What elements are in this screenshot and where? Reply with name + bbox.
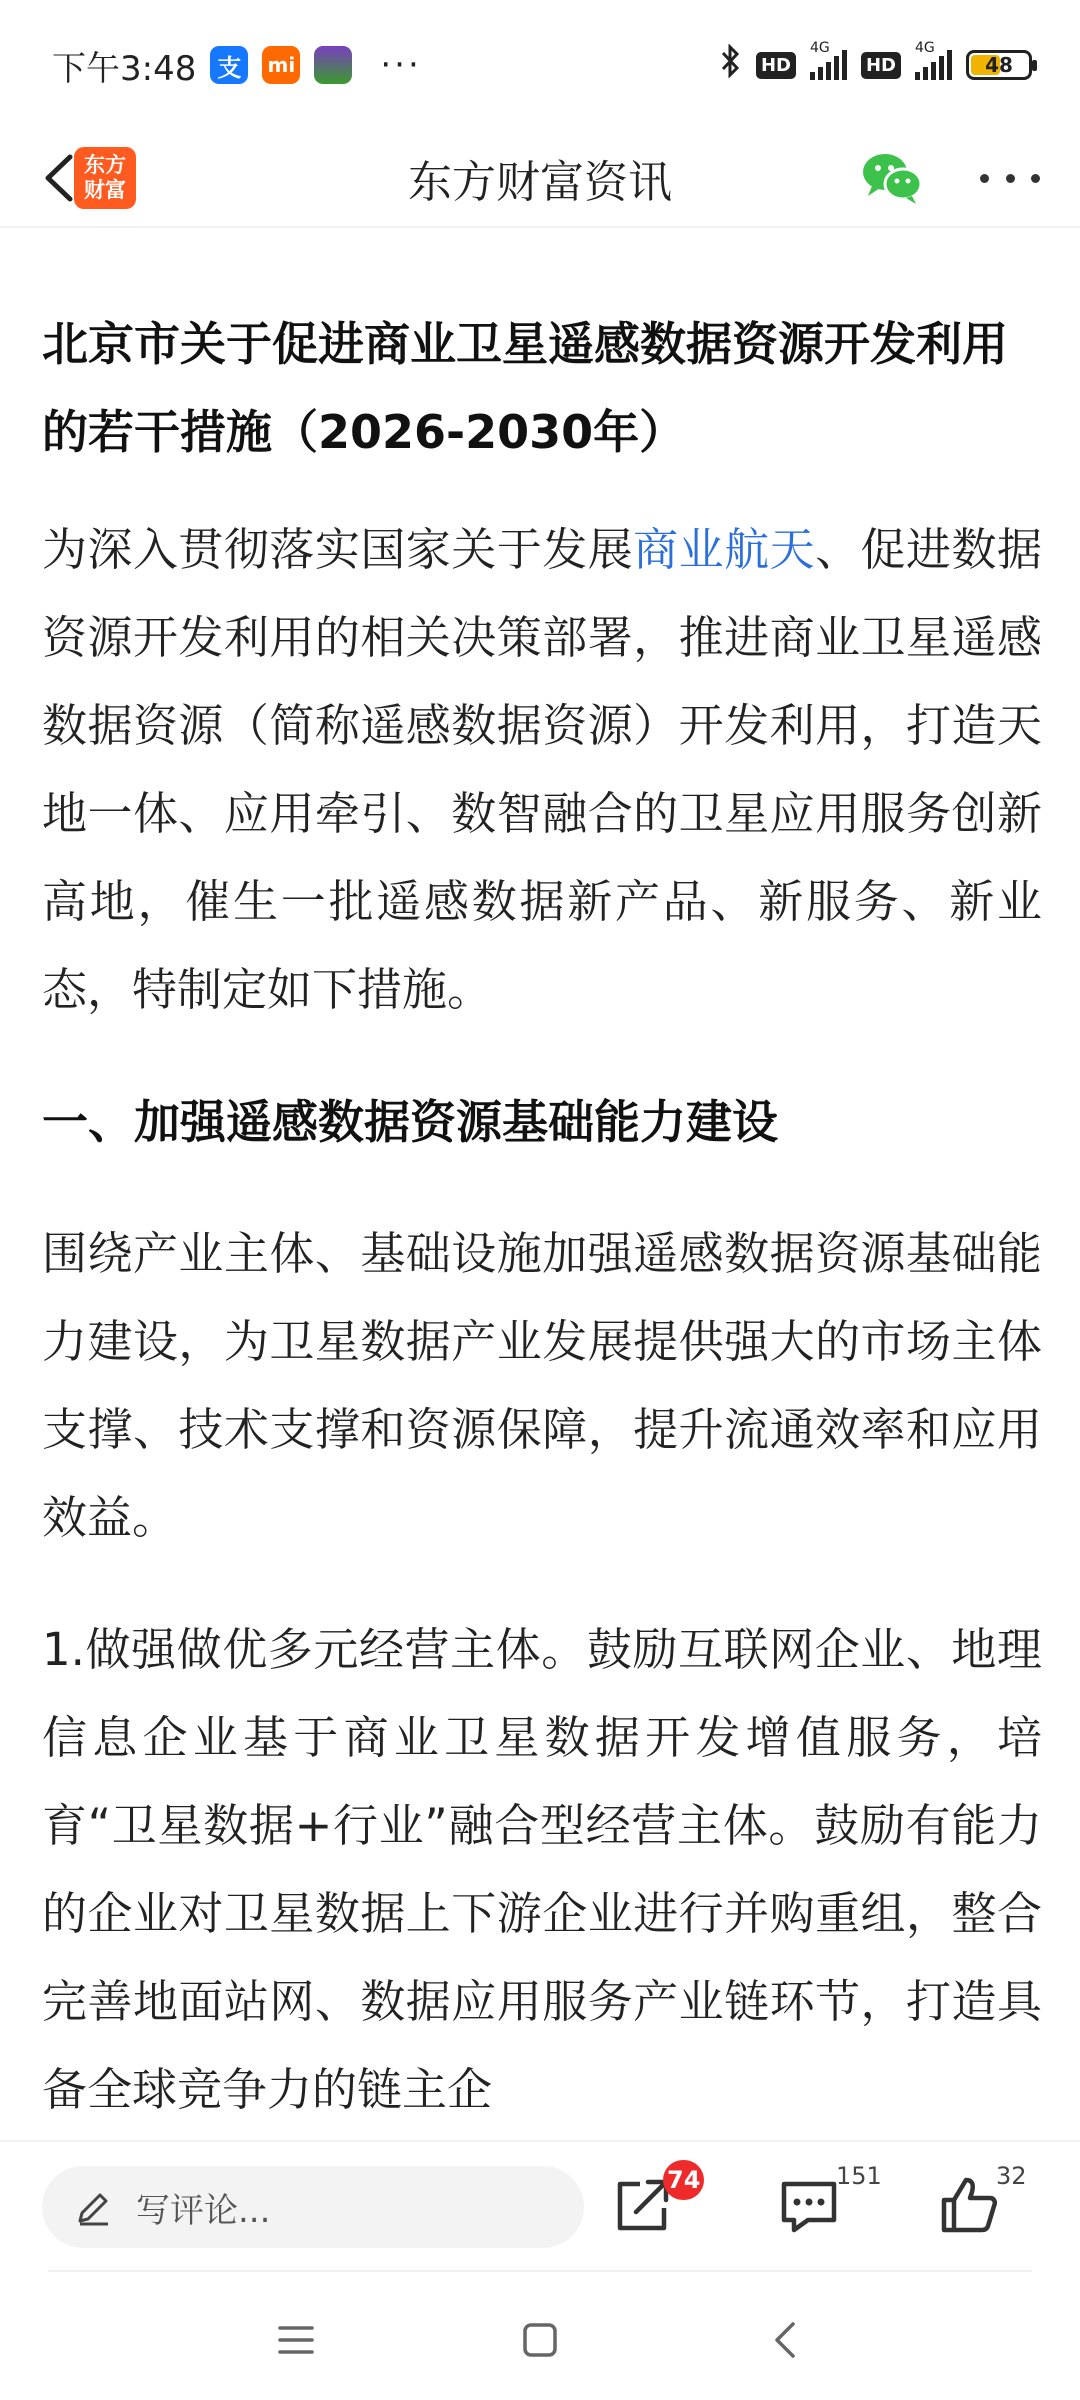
intro-text-2: 、促进数据资源开发利用的相关决策部署，推进商业卫星遥感数据资源（简称遥感数据资源）开发利用，打造天地一体、应用牵引、数智融合的卫星应用服务创新高地，催生一批遥感数据新产品、新服务、新业态，特制定如下措施。 bbox=[42, 523, 1042, 1016]
chevron-left-icon bbox=[40, 153, 76, 203]
like-count: 32 bbox=[996, 2162, 1027, 2190]
wechat-share-icon[interactable] bbox=[860, 148, 924, 208]
article-body bbox=[42, 300, 1042, 2178]
bottom-action-bar bbox=[0, 2140, 1080, 2270]
app-header bbox=[0, 130, 1080, 226]
like-button[interactable] bbox=[938, 2174, 1000, 2236]
comment-icon bbox=[778, 2174, 840, 2236]
comment-input[interactable] bbox=[42, 2166, 584, 2248]
share-count-badge: 74 bbox=[663, 2160, 704, 2200]
section-heading: 一、加强遥感数据资源基础能力建设 bbox=[42, 1095, 778, 1149]
more-dot-icon bbox=[1006, 174, 1015, 183]
comments-button[interactable] bbox=[778, 2174, 840, 2236]
home-icon[interactable] bbox=[520, 2320, 560, 2360]
thumbs-up-icon bbox=[938, 2174, 1000, 2236]
network-type-label: 4G bbox=[809, 40, 830, 56]
article-title: 北京市关于促进商业卫星遥感数据资源开发利用的若干措施（2026-2030年） bbox=[42, 317, 1008, 459]
nav-divider bbox=[48, 2270, 1032, 2272]
signal-icon-2 bbox=[915, 40, 952, 80]
brand-logo[interactable] bbox=[74, 147, 136, 209]
more-options-button[interactable] bbox=[980, 160, 1040, 196]
comment-placeholder: 写评论... bbox=[136, 2190, 271, 2231]
header-divider bbox=[0, 226, 1080, 228]
status-time: 下午3:48 bbox=[52, 48, 197, 89]
more-dot-icon bbox=[980, 174, 989, 183]
hd-icon: HD bbox=[756, 52, 796, 79]
status-left bbox=[52, 41, 422, 90]
pencil-icon bbox=[74, 2187, 114, 2227]
battery-icon bbox=[966, 50, 1032, 80]
back-nav-icon[interactable] bbox=[766, 2320, 806, 2360]
comment-count: 151 bbox=[836, 2162, 882, 2190]
brand-logo-line2: 财富 bbox=[84, 178, 126, 202]
battery-level: 48 bbox=[985, 53, 1013, 77]
section-paragraph: 围绕产业主体、基础设施加强遥感数据资源基础能力建设，为卫星数据产业发展提供强大的市场主体支撑、技术支撑和资源保障，提升流通效率和应用效益。 bbox=[42, 1227, 1042, 1544]
article-intro bbox=[42, 506, 1042, 1034]
bluetooth-icon bbox=[720, 44, 742, 87]
item-paragraph: 1.做强做优多元经营主体。鼓励互联网企业、地理信息企业基于商业卫星数据开发增值服务，培育“卫星数据+行业”融合型经营主体。鼓励有能力的企业对卫星数据上下游企业进行并购重组，整合完善地面站网、数据应用服务产业链环节，打造具备全球竞争力的链主企 bbox=[42, 1623, 1042, 2116]
signal-icon bbox=[809, 40, 847, 80]
status-bar bbox=[0, 0, 1080, 130]
brand-logo-line1: 东方 bbox=[84, 153, 126, 177]
network-type-label-2: 4G bbox=[915, 40, 935, 56]
notification-more-icon: ··· bbox=[380, 45, 422, 85]
menu-icon[interactable] bbox=[276, 2320, 316, 2360]
mi-icon: mi bbox=[262, 46, 300, 84]
page-title: 东方财富资讯 bbox=[408, 157, 672, 208]
status-right bbox=[720, 40, 1032, 87]
alipay-icon: 支 bbox=[210, 46, 248, 84]
intro-text-1: 为深入贯彻落实国家关于发展 bbox=[42, 523, 634, 576]
more-dot-icon bbox=[1031, 174, 1040, 183]
hd-icon-2: HD bbox=[861, 52, 901, 79]
system-nav-bar bbox=[0, 2270, 1080, 2400]
commercial-space-link[interactable]: 商业航天 bbox=[633, 523, 816, 576]
game-app-icon bbox=[314, 46, 352, 84]
